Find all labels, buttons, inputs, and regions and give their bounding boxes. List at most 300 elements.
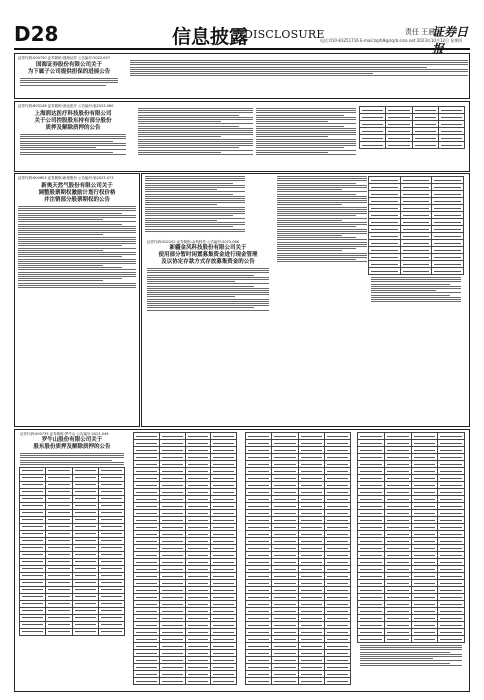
table-row	[134, 454, 237, 461]
cell-text-line	[162, 611, 183, 612]
cell-text-line	[440, 471, 462, 472]
cell-text-line	[387, 555, 409, 556]
table-cell	[298, 587, 324, 594]
table-cell	[246, 566, 272, 573]
table-cell	[72, 565, 98, 572]
body-text-line	[18, 250, 103, 251]
body-text-line	[18, 274, 136, 275]
cell-text-line	[414, 520, 436, 521]
cell-text-line	[414, 499, 436, 500]
table-cell	[298, 524, 324, 531]
table-cell	[358, 636, 385, 643]
cell-text-line	[371, 201, 398, 202]
table-cell	[46, 593, 72, 600]
cell-text-line	[22, 491, 43, 492]
table-cell	[211, 531, 237, 538]
table-cell	[211, 587, 237, 594]
table-cell	[412, 128, 438, 135]
cell-text-line	[22, 477, 43, 478]
body-text-line	[20, 460, 112, 461]
cell-text-line	[274, 464, 295, 465]
body-text-line	[277, 178, 367, 179]
cell-text-line	[48, 498, 69, 499]
table-cell	[432, 226, 464, 233]
table-cell	[20, 467, 46, 474]
table-cell	[324, 517, 350, 524]
table-cell	[384, 440, 411, 447]
table-row	[358, 454, 465, 461]
cell-text-line	[248, 667, 269, 668]
table-cell	[185, 503, 211, 510]
body-text-line	[371, 299, 461, 300]
table-cell	[438, 128, 464, 135]
table-cell	[298, 496, 324, 503]
cell-text-line	[327, 604, 348, 605]
body-text-line	[256, 150, 356, 151]
table-cell	[384, 517, 411, 524]
cell-text-line	[301, 534, 322, 535]
cell-text-line	[213, 653, 234, 654]
table-row	[246, 636, 351, 643]
cell-text-line	[301, 562, 322, 563]
cell-text-line	[22, 519, 43, 520]
cell-text-line	[434, 201, 461, 202]
notice-title-line: 并注销部分股票期权的公告	[43, 197, 110, 203]
table-cell	[246, 482, 272, 489]
body-text-line	[20, 141, 113, 142]
cell-text-line	[327, 681, 348, 682]
cell-text-line	[362, 145, 383, 146]
table-cell	[134, 559, 160, 566]
pledge-table	[359, 106, 465, 149]
cell-text-line	[136, 471, 157, 472]
table-cell	[411, 503, 438, 510]
editor-credit: 责任 王晨光	[405, 28, 443, 36]
table-cell	[411, 552, 438, 559]
cell-text-line	[162, 555, 183, 556]
body-text-line	[18, 226, 136, 227]
table-cell	[324, 510, 350, 517]
table-cell	[272, 587, 298, 594]
body-text-line	[147, 268, 269, 269]
table-cell	[72, 544, 98, 551]
table-cell	[411, 531, 438, 538]
table-cell	[211, 489, 237, 496]
table-row	[369, 254, 464, 261]
body-text-line	[145, 194, 233, 195]
table-cell	[384, 552, 411, 559]
table-cell	[46, 467, 72, 474]
cell-text-line	[213, 597, 234, 598]
cell-text-line	[213, 485, 234, 486]
table-row	[369, 247, 464, 254]
cell-text-line	[162, 506, 183, 507]
cell-text-line	[188, 583, 209, 584]
cell-text-line	[136, 590, 157, 591]
table-cell	[46, 579, 72, 586]
table-row	[134, 678, 237, 685]
cell-text-line	[441, 131, 462, 132]
cell-text-line	[188, 625, 209, 626]
table-row	[134, 601, 237, 608]
table-cell	[134, 433, 160, 440]
table-cell	[134, 664, 160, 671]
cell-text-line	[414, 590, 436, 591]
table-cell	[438, 615, 465, 622]
table-cell	[72, 593, 98, 600]
table-row	[360, 114, 465, 121]
cell-text-line	[162, 541, 183, 542]
cell-text-line	[188, 611, 209, 612]
table-cell	[298, 517, 324, 524]
table-row	[358, 615, 465, 622]
cell-text-line	[441, 117, 462, 118]
cell-text-line	[387, 450, 409, 451]
cell-text-line	[440, 492, 462, 493]
table-cell	[298, 482, 324, 489]
table-cell	[98, 509, 124, 516]
cell-text-line	[274, 541, 295, 542]
cell-text-line	[248, 499, 269, 500]
notice-title-line: 为下属子公司提供担保的进展公告	[27, 69, 111, 75]
table-cell	[72, 495, 98, 502]
table-cell	[438, 552, 465, 559]
cell-text-line	[414, 450, 436, 451]
table-cell	[384, 447, 411, 454]
body-text-line	[256, 108, 356, 109]
cell-text-line	[327, 583, 348, 584]
body-text-line	[145, 220, 217, 221]
body-text-line	[18, 241, 136, 242]
cell-text-line	[136, 527, 157, 528]
table-cell	[438, 475, 465, 482]
table-cell	[159, 622, 185, 629]
cell-text-line	[360, 478, 382, 479]
table-row	[369, 268, 464, 275]
cell-text-line	[213, 464, 234, 465]
cell-text-line	[248, 569, 269, 570]
table-cell	[72, 551, 98, 558]
table-cell	[134, 636, 160, 643]
table-row	[358, 447, 465, 454]
table-row	[246, 510, 351, 517]
cell-text-line	[327, 513, 348, 514]
cell-text-line	[188, 653, 209, 654]
cell-text-line	[440, 464, 462, 465]
cell-text-line	[75, 526, 96, 527]
cell-text-line	[136, 625, 157, 626]
table-cell	[134, 489, 160, 496]
body-text-line	[145, 215, 233, 216]
cell-text-line	[188, 646, 209, 647]
body-text-line	[18, 245, 122, 246]
table-cell	[324, 447, 350, 454]
cell-text-line	[441, 145, 462, 146]
table-cell	[358, 475, 385, 482]
table-cell	[438, 587, 465, 594]
table-cell	[412, 135, 438, 142]
body-text-line	[20, 147, 96, 148]
cell-text-line	[327, 632, 348, 633]
cell-text-line	[440, 443, 462, 444]
table-cell	[159, 657, 185, 664]
body-text-line	[360, 660, 462, 661]
table-cell	[46, 600, 72, 607]
body-text-line	[138, 130, 253, 131]
body-text-line	[18, 272, 136, 273]
cell-text-line	[301, 478, 322, 479]
table-cell	[400, 184, 432, 191]
cell-text-line	[248, 625, 269, 626]
table-cell	[246, 489, 272, 496]
table-row	[358, 608, 465, 615]
table-cell	[98, 607, 124, 614]
table-cell	[246, 475, 272, 482]
cell-text-line	[403, 187, 430, 188]
cell-text-line	[327, 436, 348, 437]
newspaper-logo: 证券日报	[432, 25, 469, 56]
cell-text-line	[387, 618, 409, 619]
table-cell	[358, 503, 385, 510]
table-cell	[159, 629, 185, 636]
body-text-line	[371, 295, 450, 296]
cell-text-line	[162, 576, 183, 577]
table-cell	[246, 503, 272, 510]
body-text-line	[18, 228, 136, 229]
cell-text-line	[75, 617, 96, 618]
table-row	[134, 559, 237, 566]
table-cell	[46, 537, 72, 544]
table-cell	[46, 551, 72, 558]
cell-text-line	[136, 548, 157, 549]
cell-text-line	[327, 485, 348, 486]
body-text-line	[145, 196, 245, 197]
cell-text-line	[248, 478, 269, 479]
cell-text-line	[301, 681, 322, 682]
body-text-line	[20, 455, 124, 456]
cell-text-line	[188, 597, 209, 598]
table-row	[246, 538, 351, 545]
cell-text-line	[414, 541, 436, 542]
table-cell	[438, 629, 465, 636]
cell-text-line	[387, 464, 409, 465]
cell-text-line	[188, 506, 209, 507]
cell-text-line	[162, 590, 183, 591]
table-cell	[134, 468, 160, 475]
table-cell	[438, 135, 464, 142]
table-cell	[211, 524, 237, 531]
table-cell	[438, 503, 465, 510]
table-cell	[369, 219, 401, 226]
body-text-line	[360, 663, 450, 664]
table-cell	[72, 481, 98, 488]
cell-text-line	[327, 660, 348, 661]
cell-text-line	[136, 653, 157, 654]
cell-text-line	[362, 138, 383, 139]
table-cell	[46, 509, 72, 516]
cell-text-line	[301, 471, 322, 472]
body-text-line	[277, 257, 367, 258]
cell-text-line	[75, 547, 96, 548]
cell-text-line	[101, 568, 122, 569]
table-row	[246, 650, 351, 657]
cell-text-line	[101, 512, 122, 513]
table-cell	[358, 440, 385, 447]
table-cell	[211, 538, 237, 545]
cell-text-line	[75, 512, 96, 513]
cell-text-line	[403, 208, 430, 209]
table-cell	[432, 261, 464, 268]
body-text-line	[277, 244, 367, 245]
cell-text-line	[48, 617, 69, 618]
table-cell	[324, 657, 350, 664]
table-cell	[185, 622, 211, 629]
table-cell	[98, 600, 124, 607]
pledge-detail-table	[245, 432, 351, 685]
cell-text-line	[360, 618, 382, 619]
cell-text-line	[213, 450, 234, 451]
cell-text-line	[414, 597, 436, 598]
cell-text-line	[188, 555, 209, 556]
cell-text-line	[301, 450, 322, 451]
body-text-line	[277, 233, 367, 234]
cell-text-line	[101, 477, 122, 478]
table-cell	[211, 608, 237, 615]
cell-text-line	[274, 478, 295, 479]
table-cell	[98, 621, 124, 628]
table-row	[246, 678, 351, 685]
cell-text-line	[360, 632, 382, 633]
table-cell	[185, 671, 211, 678]
table-cell	[298, 608, 324, 615]
table-cell	[134, 510, 160, 517]
cell-text-line	[274, 520, 295, 521]
table-cell	[358, 580, 385, 587]
cell-text-line	[248, 590, 269, 591]
cell-text-line	[371, 236, 398, 237]
table-cell	[211, 447, 237, 454]
notice-share-pledge	[14, 101, 470, 172]
cell-text-line	[274, 450, 295, 451]
cell-text-line	[414, 562, 436, 563]
table-row	[134, 650, 237, 657]
table-cell	[358, 496, 385, 503]
table-cell	[246, 608, 272, 615]
cell-text-line	[440, 604, 462, 605]
cell-text-line	[327, 548, 348, 549]
body-text-line	[371, 286, 461, 287]
table-cell	[358, 447, 385, 454]
cell-text-line	[301, 590, 322, 591]
table-row	[246, 489, 351, 496]
table-cell	[438, 580, 465, 587]
table-cell	[324, 503, 350, 510]
table-cell	[46, 516, 72, 523]
body-text-line	[138, 150, 253, 151]
table-cell	[272, 482, 298, 489]
cell-text-line	[162, 492, 183, 493]
table-cell	[246, 545, 272, 552]
table-cell	[412, 142, 438, 149]
table-cell	[134, 447, 160, 454]
table-row	[246, 433, 351, 440]
table-cell	[46, 495, 72, 502]
table-row	[246, 454, 351, 461]
table-cell	[272, 447, 298, 454]
cell-text-line	[403, 201, 430, 202]
table-cell	[98, 502, 124, 509]
table-cell	[159, 468, 185, 475]
table-cell	[324, 475, 350, 482]
cell-text-line	[388, 138, 409, 139]
table-cell	[369, 247, 401, 254]
body-text-line	[277, 187, 367, 188]
cell-text-line	[248, 618, 269, 619]
cell-text-line	[434, 222, 461, 223]
table-cell	[369, 240, 401, 247]
table-cell	[411, 475, 438, 482]
cell-text-line	[414, 569, 436, 570]
notice-pledge-release	[14, 429, 470, 692]
table-cell	[46, 544, 72, 551]
cell-text-line	[371, 271, 398, 272]
table-cell	[246, 671, 272, 678]
body-text-line	[138, 152, 221, 153]
section-title-english: DISCLOSURE	[244, 28, 325, 41]
table-cell	[412, 121, 438, 128]
cell-text-line	[136, 597, 157, 598]
cell-text-line	[434, 243, 461, 244]
table-row	[134, 482, 237, 489]
cell-text-line	[101, 526, 122, 527]
table-row	[369, 226, 464, 233]
table-cell	[185, 482, 211, 489]
table-cell	[211, 545, 237, 552]
cell-text-line	[360, 625, 382, 626]
cell-text-line	[213, 632, 234, 633]
cell-text-line	[213, 548, 234, 549]
cell-text-line	[213, 471, 234, 472]
table-cell	[384, 461, 411, 468]
table-cell	[159, 433, 185, 440]
body-text-line	[256, 139, 356, 140]
cell-text-line	[301, 583, 322, 584]
cell-text-line	[301, 548, 322, 549]
table-cell	[298, 447, 324, 454]
body-text-line	[277, 191, 367, 192]
table-cell	[384, 580, 411, 587]
table-cell	[246, 629, 272, 636]
notice-title-line: 关于公司控股股东持有部分股份	[34, 118, 112, 124]
body-text-line	[130, 62, 468, 63]
table-cell	[298, 510, 324, 517]
cell-text-line	[327, 611, 348, 612]
cell-text-line	[213, 681, 234, 682]
table-cell	[159, 566, 185, 573]
cell-text-line	[327, 646, 348, 647]
table-cell	[358, 601, 385, 608]
table-cell	[72, 467, 98, 474]
table-cell	[324, 531, 350, 538]
table-cell	[360, 128, 386, 135]
table-cell	[411, 587, 438, 594]
table-cell	[211, 496, 237, 503]
body-text-line	[18, 210, 136, 211]
table-cell	[20, 579, 46, 586]
cell-text-line	[248, 548, 269, 549]
body-text-line	[277, 194, 356, 195]
table-cell	[159, 552, 185, 559]
